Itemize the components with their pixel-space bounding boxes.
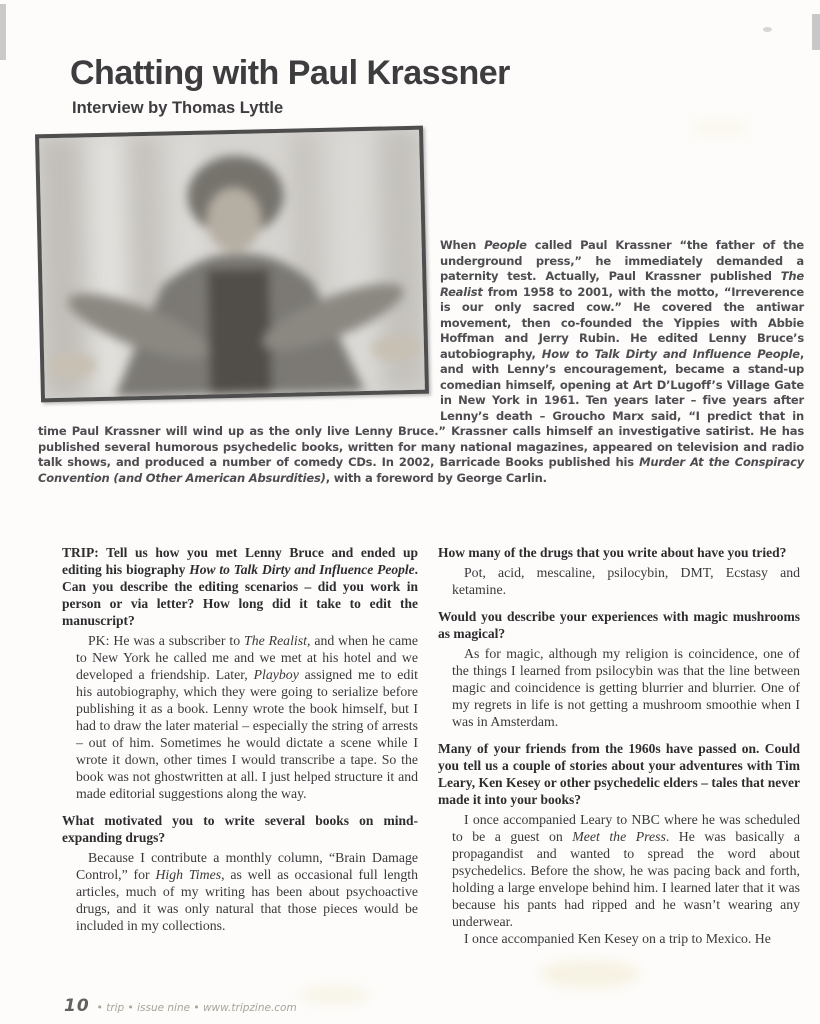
question-block: How many of the drugs that you write about have you tried? — [438, 545, 787, 560]
answer-block: I once accompanied Ken Kesey on a trip to Mexico. He — [464, 931, 771, 946]
question-block: Would you describe your experiences with magic mushrooms as magical? — [438, 609, 800, 641]
article-byline: Interview by Thomas Lyttle — [72, 99, 284, 117]
paul-krassner-photo — [39, 130, 425, 399]
scan-smudge — [300, 986, 370, 1004]
page-footer — [64, 996, 297, 1016]
question-block: What motivated you to write several books on mind-expanding drugs? — [62, 813, 418, 845]
article-title: Chatting with Paul Krassner — [70, 54, 510, 92]
qa-column-right — [438, 544, 800, 947]
photo-frame — [35, 126, 429, 403]
answer-block: Because I contribute a monthly column, “Brain Damage Control,” for High Times, as well as occasional full length articles, much of my writing has been about psychoactive drugs, and it was only natural that those pieces would be included in my collections. — [76, 850, 418, 933]
qa-column-left — [62, 544, 418, 934]
footer-meta: • trip • issue nine • www.tripzine.com — [96, 1002, 297, 1014]
scan-artifact-left-edge — [0, 4, 6, 60]
page-number: 10 — [64, 996, 90, 1016]
question-block: TRIP: Tell us how you met Lenny Bruce and ended up editing his biography How to Talk Dirty and Influence People. Can you describe the editing scenarios – did you work in person or via letter? How long did it take to edit the manuscript? — [62, 545, 418, 628]
scan-smudge — [540, 960, 640, 988]
question-block: Many of your friends from the 1960s have passed on. Could you tell us a couple of stories about your adventures with Tim Leary, Ken Kesey or other psychedelic elders – tales that never made it into your books? — [438, 741, 800, 807]
intro-section — [38, 130, 804, 486]
answer-block: PK: He was a subscriber to The Realist, and when he came to New York he called me and we met at his hotel and we developed a friendship. Later, Playboy assigned me to edit his autobiography, which they were going to serialize before publishing it as a book. Lenny wrote the book himself, but I had to draw the later material – especially the string of arrests – out of him. Sometimes he would dictate a scene while I wrote it down, other times I would transcribe a tape. So the book was not ghostwritten at all. I just helped structure it and made editorial suggestions along the way. — [76, 633, 419, 801]
intro-paragraph: When People called Paul Krassner “the father of the underground press,” he immediately demanded a paternity test. Actually, Paul Krassner published The Realist from 1958 to 2001, with the motto, “Irreverence is our only sacred cow.” He covered the antiwar movement, then co-founded the Yippies with Abbie Hoffman and Jerry Rubin. He edited Lenny Bruce’s autobiography, How to Talk Dirty and Influence People, and with Lenny’s encouragement, became a stand-up comedian himself, opening at Art D’Lugoff’s Village Gate in New York in 1961. Ten years later – five years after Lenny’s death – Groucho Marx said, “I predict that in time Paul Krassner will wind up as the only live Lenny Bruce.” Krassner calls himself an investigative satirist. He has published several humorous psychedelic books, written for many national magazines, appeared on television and radio talk shows, and produced a number of comedy CDs. In 2002, Barricade Books published his Murder At the Conspiracy Convention (and Other American Absurdities), with a foreword by George Carlin. — [38, 238, 804, 485]
answer-block: I once accompanied Leary to NBC where he was scheduled to be a guest on Meet the Press. He was basically a propagandist and wanted to spread the word about psychedelics. Before the show, he was pacing back and forth, holding a large envelope behind him. I learned later that it was because his pants had ripped and he wasn’t wearing any underwear. — [452, 812, 800, 929]
scan-artifact-right-edge — [812, 14, 820, 50]
answer-block: As for magic, although my religion is coincidence, one of the things I learned from psilocybin was that the line between magic and coincidence is getting blurrier and blurrier. One of my regrets in life is not getting a mushroom smoothie when I was in Amsterdam. — [452, 646, 800, 729]
answer-block: Pot, acid, mescaline, psilocybin, DMT, Ecstasy and ketamine. — [452, 565, 800, 597]
scan-artifact-fleck — [763, 27, 772, 32]
